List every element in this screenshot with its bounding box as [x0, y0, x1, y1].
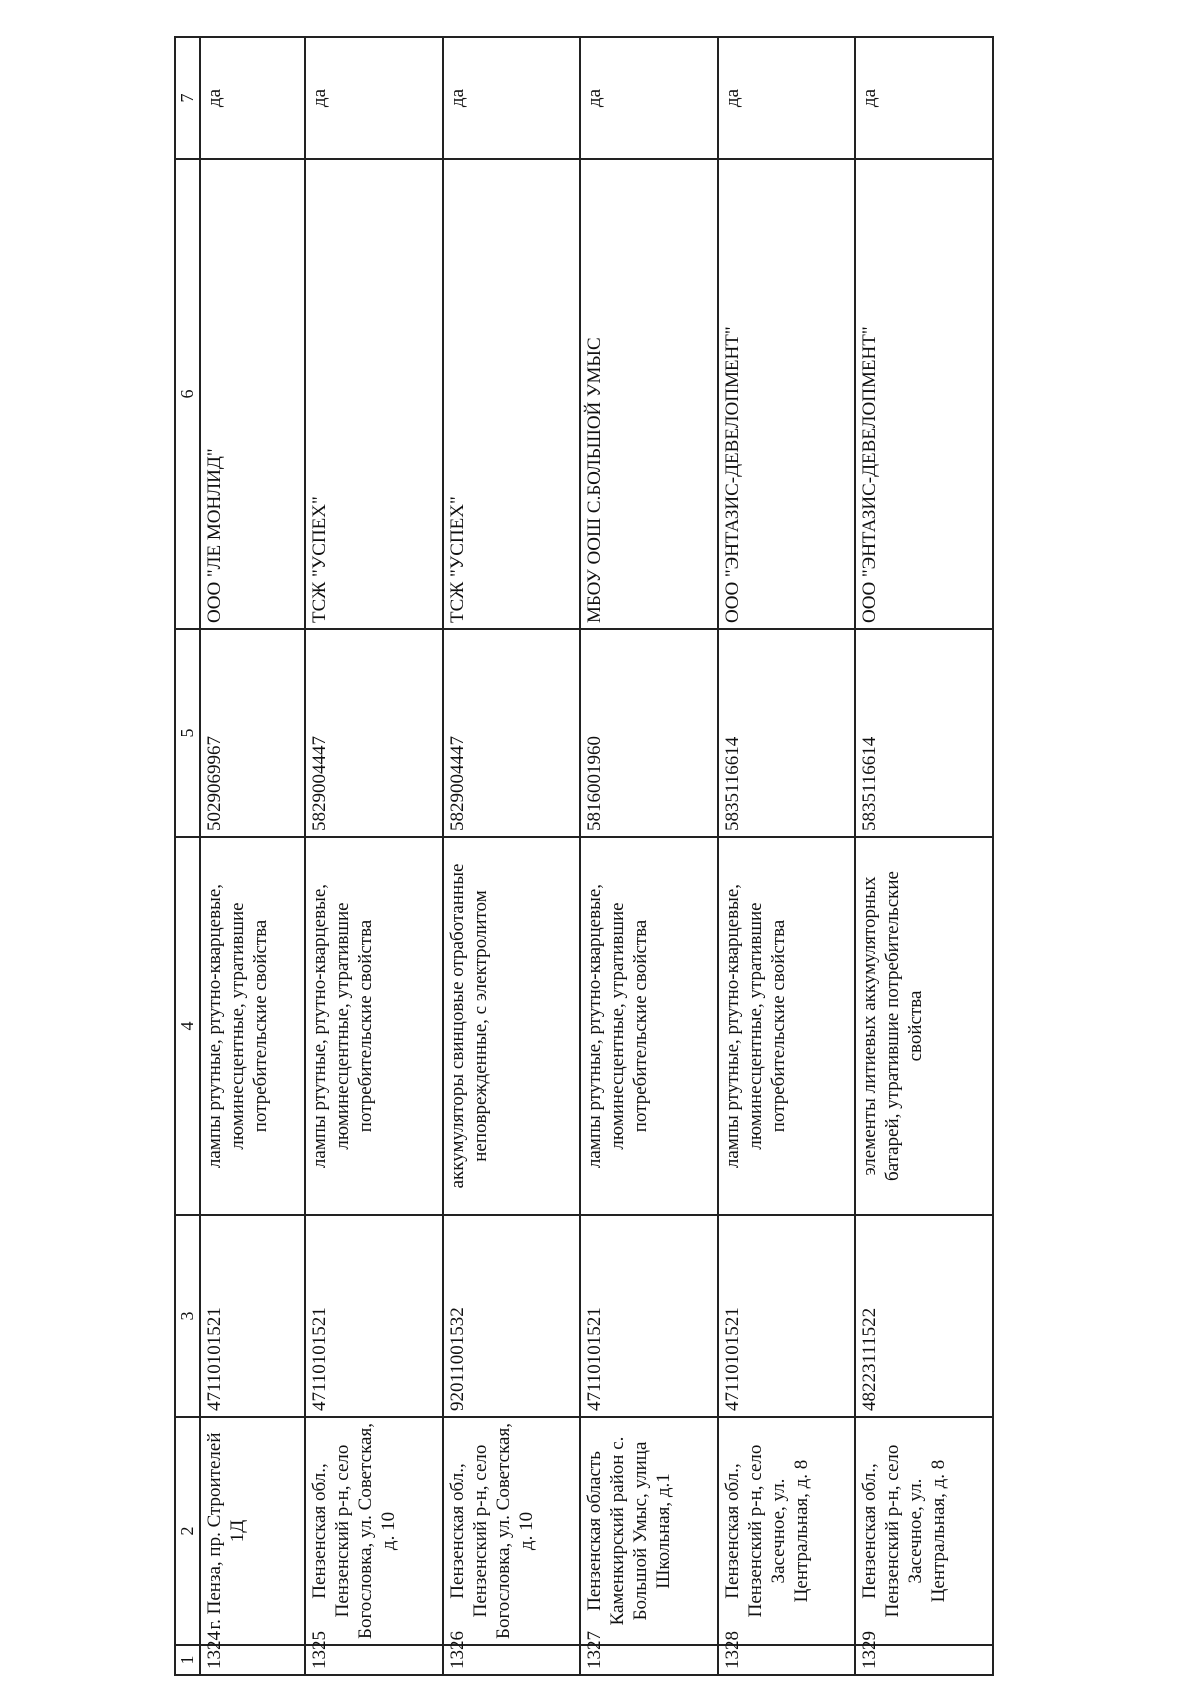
column-header: 2 [175, 1417, 200, 1645]
row-number: 1329 [855, 1645, 993, 1675]
address-cell: Пензенская обл., Пензенский р-н, село Богословка, ул. Советская, д. 10 [305, 1417, 443, 1645]
row-number: 1327 [580, 1645, 718, 1675]
organization-cell: ООО "ЭНТАЗИС-ДЕВЕЛОПМЕНТ" [855, 159, 993, 629]
column-header: 4 [175, 837, 200, 1215]
column-header: 5 [175, 629, 200, 837]
organization-cell: ООО "ЛЕ МОНЛИД" [200, 159, 305, 629]
organization-cell: ТСЖ "УСПЕХ" [305, 159, 443, 629]
column-header: 3 [175, 1215, 200, 1417]
row-number: 1325 [305, 1645, 443, 1675]
inn-cell: 5816001960 [580, 629, 718, 837]
organization-cell: ООО "ЭНТАЗИС-ДЕВЕЛОПМЕНТ" [718, 159, 856, 629]
table-row [580, 37, 718, 1675]
address-cell: Пензенская обл., Пензенский р-н, село Засечное, ул. Центральная, д. 8 [718, 1417, 856, 1645]
waste-code-cell: 47110101521 [305, 1215, 443, 1417]
row-number: 1324 [200, 1645, 305, 1675]
flag-cell: да [305, 37, 443, 159]
waste-name-cell: аккумуляторы свинцовые отработанные неповрежденные, с электролитом [443, 837, 581, 1215]
inn-cell: 5835116614 [855, 629, 993, 837]
waste-code-cell: 47110101521 [718, 1215, 856, 1417]
row-number: 1328 [718, 1645, 856, 1675]
inn-cell: 5835116614 [718, 629, 856, 837]
flag-cell: да [718, 37, 856, 159]
table-row [718, 37, 856, 1675]
waste-name-cell: лампы ртутные, ртутно-кварцевые, люминесцентные, утратившие потребительские свойства [580, 837, 718, 1215]
flag-cell: да [580, 37, 718, 159]
flag-cell: да [443, 37, 581, 159]
column-header: 1 [175, 1645, 200, 1675]
waste-name-cell: лампы ртутные, ртутно-кварцевые, люминесцентные, утратившие потребительские свойства [718, 837, 856, 1215]
address-cell: Пензенская обл., Пензенский р-н, село Богословка, ул. Советская, д. 10 [443, 1417, 581, 1645]
inn-cell: 5829004447 [305, 629, 443, 837]
inn-cell: 5829004447 [443, 629, 581, 837]
waste-name-cell: лампы ртутные, ртутно-кварцевые, люминесцентные, утратившие потребительские свойства [305, 837, 443, 1215]
table-row [443, 37, 581, 1675]
waste-code-cell: 47110101521 [580, 1215, 718, 1417]
column-header: 7 [175, 37, 200, 159]
inn-cell: 5029069967 [200, 629, 305, 837]
waste-name-cell: элементы литиевых аккумуляторных батарей, утратившие потребительские свойства [855, 837, 993, 1215]
waste-code-cell: 48223111522 [855, 1215, 993, 1417]
table-row [305, 37, 443, 1675]
address-cell: Пензенская область Каменкирский район с. Большой Умыс, улица Школьная, д.1 [580, 1417, 718, 1645]
column-header: 6 [175, 159, 200, 629]
row-number: 1326 [443, 1645, 581, 1675]
flag-cell: да [855, 37, 993, 159]
table-row [200, 37, 305, 1675]
rotated-table-container [174, 38, 994, 1676]
waste-code-cell: 47110101521 [200, 1215, 305, 1417]
waste-name-cell: лампы ртутные, ртутно-кварцевые, люминесцентные, утратившие потребительские свойства [200, 837, 305, 1215]
organization-cell: ТСЖ "УСПЕХ" [443, 159, 581, 629]
address-cell: г. Пенза, пр. Строителей 1Д [200, 1417, 305, 1645]
waste-registry-table [174, 36, 994, 1676]
flag-cell: да [200, 37, 305, 159]
waste-code-cell: 92011001532 [443, 1215, 581, 1417]
organization-cell: МБОУ ООШ С.БОЛЬШОЙ УМЫС [580, 159, 718, 629]
header-row [175, 37, 200, 1675]
table-row [855, 37, 993, 1675]
address-cell: Пензенская обл., Пензенский р-н, село Засечное, ул. Центральная, д. 8 [855, 1417, 993, 1645]
